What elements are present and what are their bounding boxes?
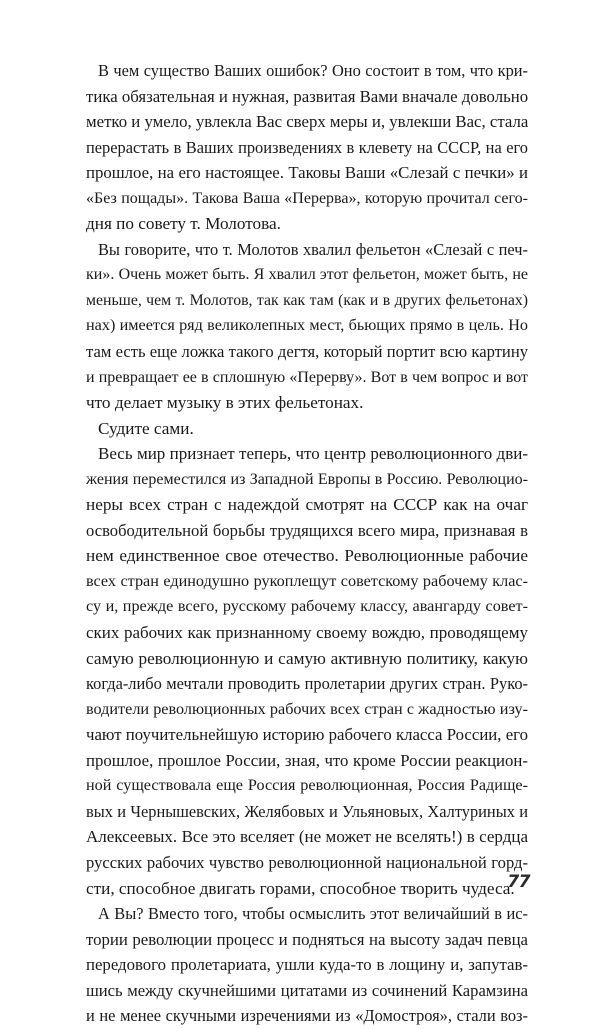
text-line: передового пролетариата, ушли куда-то в лощину и, запутав- [86,955,528,975]
page-body [86,58,528,1029]
text-line: ной существовала еще Россия революционная, Россия Радище- [86,776,528,795]
text-line: прошлое, на его настоящее. Таковы Ваши «Слезай с печки» и [86,163,528,183]
text-line: дня по совету т. Молотова. [86,214,281,234]
text-line: нах) имеется ряд великолепных мест, бьющих прямо в цель. Но [86,316,528,335]
text-line: когда-либо мечтали проводить пролетарии других стран. Руко- [86,674,528,694]
text-line: водители революционных рабочих всех стран с жадностью изу- [86,699,528,718]
text-line: А Вы? Вместо того, чтобы осмыслить этот величайший в ис- [98,904,528,924]
text-line: неры всех стран с надеждой смотрят на СССР как на очаг [86,495,528,515]
text-line: всех стран единодушно рукоплещут советскому рабочему клас- [86,571,528,590]
text-line: что делает музыку в этих фельетонах. [86,393,364,413]
text-line: перерастать в Ваших произведениях в клевету на СССР, на его [86,137,528,157]
text-line: ки». Очень может быть. Я хвалил этот фельетон, может быть, не [86,266,528,284]
text-line: Судите сами. [98,418,194,438]
text-line: Вы говорите, что т. Молотов хвалил фельетон «Слезай с печ- [98,239,528,259]
text-line: тика обязательная и нужная, развитая Вами вначале довольно [86,86,529,106]
text-line: самую революционную и самую активную политику, какую [86,648,528,668]
text-line: су и, прежде всего, русскому рабочему классу, авангарду совет- [86,597,528,616]
text-line: и не менее скучными изречениями из «Домостроя», стали воз- [86,1006,528,1026]
text-line: сти, способное двигать горами, способное творить чудеса. [86,878,515,898]
text-line: тории революции процесс и подняться на высоту задач певца [86,929,528,949]
text-line: прошлое, прошлое России, зная, что кроме России реакцион- [86,750,528,770]
text-line: нем единственное свое отечество. Революционные рабочие [86,546,528,566]
text-line: Алексеевых. Все это вселяет (не может не вселять!) в сердца [86,827,528,847]
text-line: там есть еще ложка такого дегтя, который портит всю картину [86,342,528,362]
text-line: меньше, чем т. Молотов, так как там (как и в других фельетонах) [86,291,528,309]
text-line: ских рабочих как признанному своему вождю, проводящему [86,623,528,643]
text-line: русских рабочих чувство революционной национальной горд- [86,852,528,872]
text-line: В чем существо Ваших ошибок? Оно состоит в том, что кри- [98,61,528,80]
text-line: Весь мир признает теперь, что центр революционного дви- [98,444,528,464]
text-line: освободительной борьбы трудящихся всего мира, признавая в [86,520,528,540]
text-line: жения переместился из Западной Европы в Россию. Революцио- [86,470,528,488]
text-line: чают поучительнейшую историю рабочего класса России, его [86,725,528,745]
page-number: 77 [507,872,530,892]
text-line: вых и Чернышевских, Желябовых и Ульяновых, Халтуриных и [86,801,528,821]
text-line: «Без пощады». Такова Ваша «Перерва», которую прочитал сего- [86,189,528,207]
text-line: метко и умело, увлекла Вас сверх меры и, увлекши Вас, стала [86,112,529,132]
text-line: и превращает ее в сплошную «Перерву». Вот в чем вопрос и вот [86,368,528,386]
text-line: шись между скучнейшими цитатами из сочинений Карамзина [86,980,528,1000]
